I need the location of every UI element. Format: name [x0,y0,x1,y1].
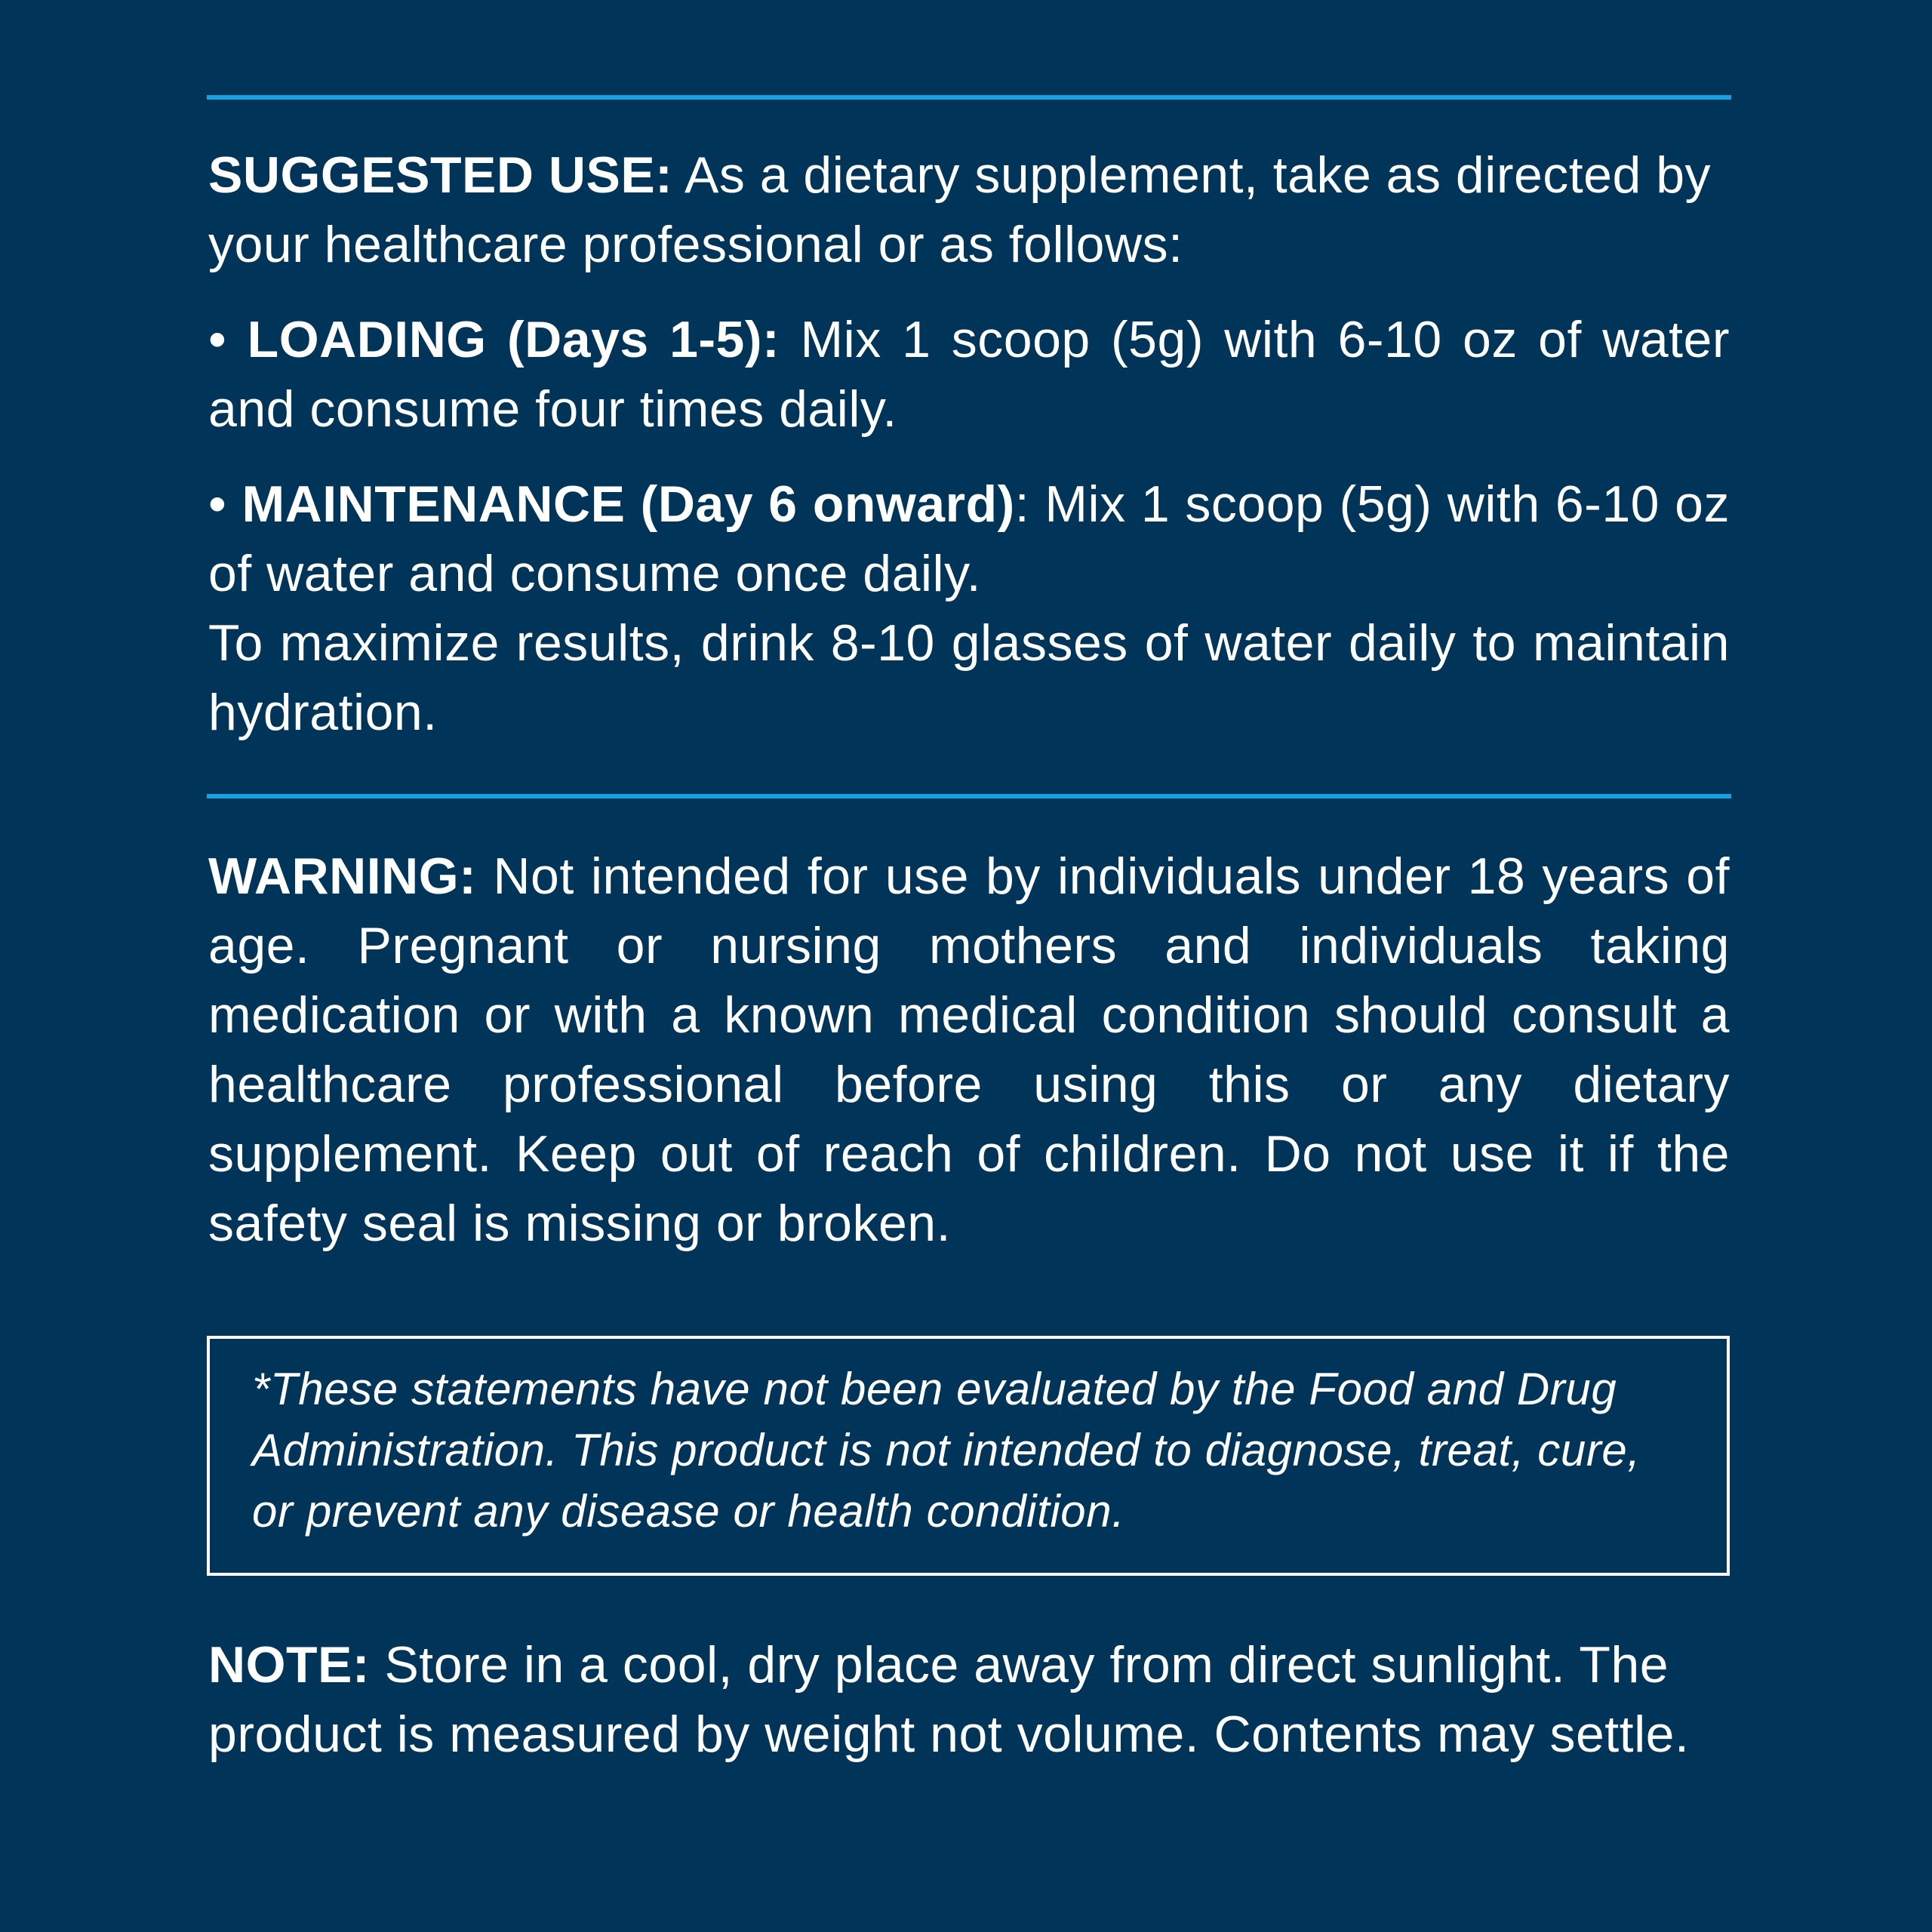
note-section [208,1630,1736,1769]
loading-paragraph [208,305,1730,444]
suggested-use-section [208,140,1730,747]
warning-paragraph [208,841,1730,1258]
maintenance-label: MAINTENANCE (Day 6 onward) [242,475,1015,533]
middle-divider [207,794,1731,798]
maintenance-text: : Mix 1 scoop (5g) with 6-10 oz of water and consume once daily. [208,475,1730,602]
fda-disclaimer-text: *These statements have not been evaluated by the Food and Drug Administration. This product is not intended to diagnose, treat, cure, or prevent any disease or health condition. [252,1364,1641,1537]
suggested-use-text: As a dietary supplement, take as directed by your healthcare professional or as follows: [208,146,1712,273]
top-divider [207,95,1731,100]
maintenance-paragraph [208,469,1730,608]
suggested-use-label: SUGGESTED USE: [208,146,673,204]
warning-label: WARNING: [208,848,477,905]
suggested-use-paragraph [208,140,1730,279]
hydration-paragraph: To maximize results, drink 8-10 glasses of water daily to maintain hydration. [208,614,1730,741]
note-text: Store in a cool, dry place away from direct sunlight. The product is measured by weight not volume. Contents may settle. [208,1636,1690,1763]
loading-text: Mix 1 scoop (5g) with 6-10 oz of water and consume four times daily. [208,311,1730,438]
note-paragraph [208,1630,1736,1769]
warning-text: Not intended for use by individuals under 18 years of age. Pregnant or nursing mothers and individuals taking medication or with a known medical condition should consult a healthcare professional before using this or any dietary supplement. Keep out of reach of children. Do not use it if the safety seal is missing or broken. [208,848,1730,1252]
maintenance-bullet: • [208,475,242,533]
warning-section [208,841,1730,1258]
note-label: NOTE: [208,1636,371,1694]
loading-label: LOADING (Days 1-5): [247,311,780,368]
loading-bullet: • [208,311,248,368]
fda-disclaimer-box [207,1336,1730,1576]
